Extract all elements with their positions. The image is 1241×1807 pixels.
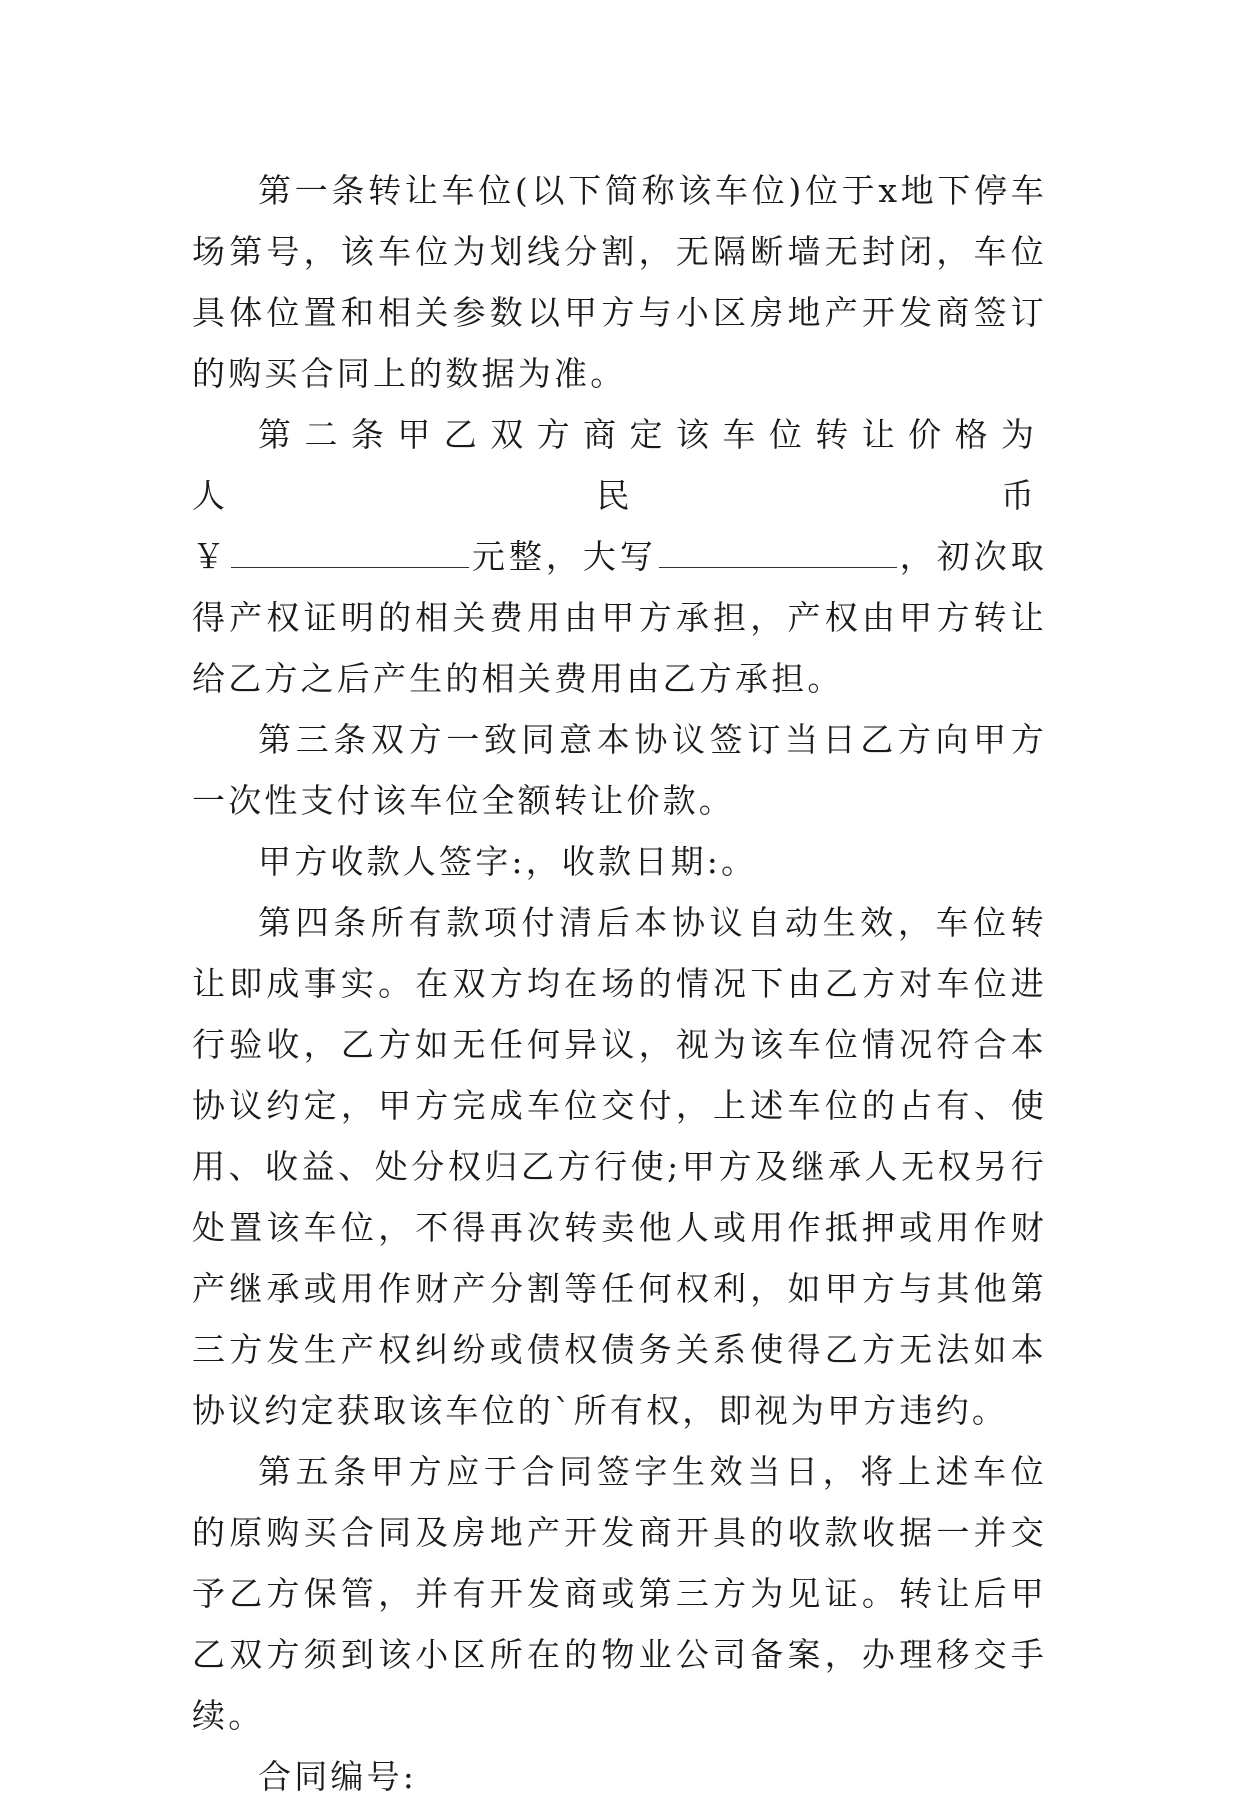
article-2-lead: 第二条甲乙双方商定该车位转让价格为人民币 [192, 415, 1047, 515]
article-2-tail: ，初次取得 [192, 537, 1048, 637]
article-2-rest: 产权证明的相关费用由甲方承担，产权由甲方转让给乙方之后产生的相关费用由乙方承担。 [192, 598, 1047, 698]
currency-symbol: ￥ [192, 537, 230, 576]
document-body [192, 160, 1047, 1807]
article-2-body [192, 526, 1047, 709]
contract-number-label: 合同编号: [258, 1757, 418, 1796]
article-4: 第四条所有款项付清后本协议自动生效，车位转让即成事实。在双方均在场的情况下由乙方对车位进行验收，乙方如无任何异议，视为该车位情况符合本协议约定，甲方完成车位交付，上述车位的占有、使用、收益、处分权归乙方行使;甲方及继承人无权另行处置该车位，不得再次转卖他人或用作抵押或用作财产继承或用作财产分割等任何权利，如甲方与其他第三方发生产权纠纷或债权债务关系使得乙方无法如本协议约定获取该车位的`所有权，即视为甲方违约。 [192, 903, 1047, 1430]
price-amount-blank [231, 537, 469, 568]
price-written-blank [659, 537, 897, 568]
article-5: 第五条甲方应于合同签字生效当日，将上述车位的原购买合同及房地产开发商开具的收款收据一并交予乙方保管，并有开发商或第三方为见证。转让后甲乙双方须到该小区所在的物业公司备案，办理移交手续。 [192, 1452, 1047, 1735]
article-3: 第三条双方一致同意本协议签订当日乙方向甲方一次性支付该车位全额转让价款。 [192, 720, 1047, 820]
article-1: 第一条转让车位(以下简称该车位)位于x地下停车场第号，该车位为划线分割，无隔断墙无封闭，车位具体位置和相关参数以甲方与小区房地产开发商签订的购买合同上的数据为准。 [192, 171, 1047, 393]
article-2-mid: 元整，大写 [471, 537, 657, 576]
receipt-signature-line: 甲方收款人签字:，收款日期:。 [258, 842, 758, 881]
